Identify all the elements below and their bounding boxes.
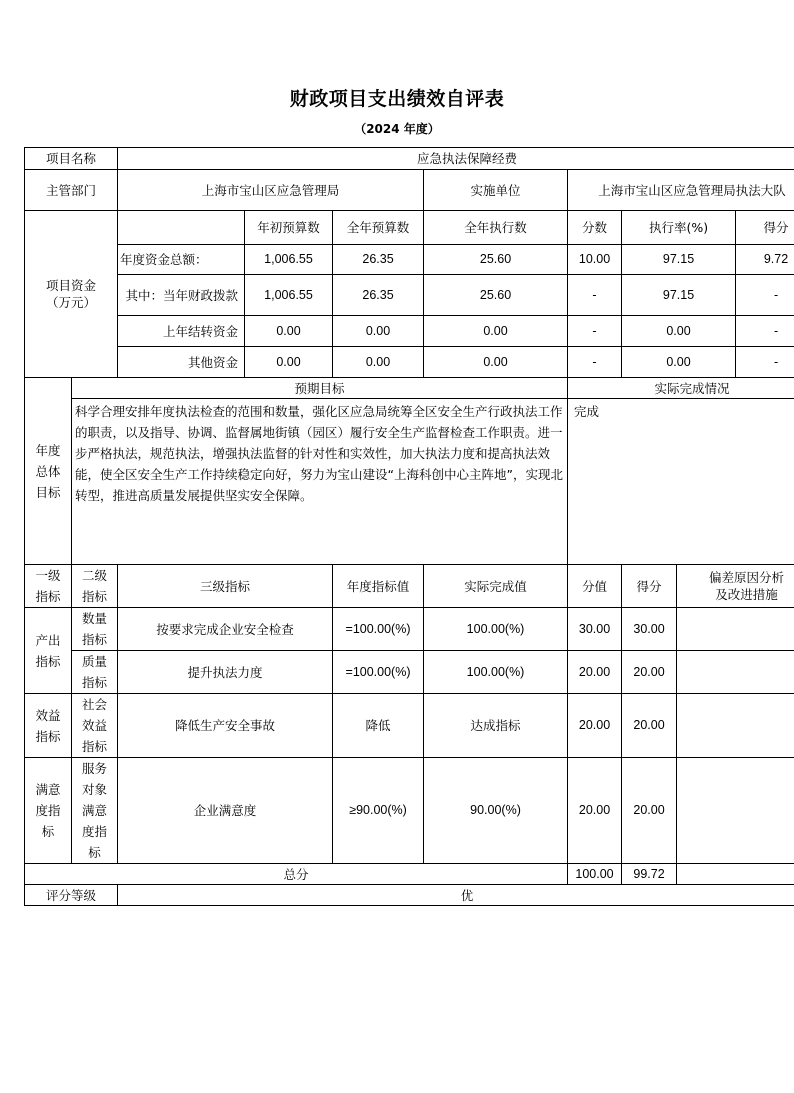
funds-row-rate: 97.15 — [622, 275, 736, 316]
indicator-target: ≥90.00(%) — [333, 758, 424, 864]
indicator-group-l1-text: 效益指标 — [35, 707, 61, 744]
indicator-l2-text: 服务对象满意度指标 — [81, 761, 107, 860]
indicator-weight: 20.00 — [568, 694, 622, 758]
indicator-weight: 30.00 — [568, 608, 622, 651]
indicator-l2 — [72, 758, 118, 864]
actual-goal-text: 完成 — [568, 399, 794, 565]
funds-row-label: 其他资金 — [118, 347, 245, 378]
document-subtitle: （2024 年度） — [354, 122, 440, 136]
document-title: 财政项目支出绩效自评表 — [289, 88, 505, 110]
indicator-l3: 降低生产安全事故 — [118, 694, 333, 758]
funds-header-initial: 年初预算数 — [245, 211, 333, 245]
indicator-group-l1 — [25, 608, 72, 694]
expected-goal-header: 预期目标 — [72, 378, 568, 399]
indicator-actual: 100.00(%) — [424, 608, 568, 651]
project-name-label: 项目名称 — [25, 148, 118, 170]
indicator-target: 降低 — [333, 694, 424, 758]
indicator-group-l1 — [25, 694, 72, 758]
indicator-l2-text: 社会效益指标 — [81, 697, 107, 754]
indicator-header-l3: 三级指标 — [118, 565, 333, 608]
funds-row-points: - — [736, 275, 794, 316]
dept-value: 上海市宝山区应急管理局 — [118, 170, 424, 211]
indicator-header-target: 年度指标值 — [333, 565, 424, 608]
funds-row-score: - — [568, 347, 622, 378]
indicator-actual: 90.00(%) — [424, 758, 568, 864]
indicator-header-weight: 分值 — [568, 565, 622, 608]
total-analysis — [677, 864, 794, 885]
funds-row-points: 9.72 — [736, 245, 794, 275]
indicator-target: =100.00(%) — [333, 608, 424, 651]
indicator-score: 20.00 — [622, 758, 677, 864]
indicator-weight: 20.00 — [568, 651, 622, 694]
indicator-header-analysis-line2: 及改进措施 — [715, 587, 778, 602]
funds-row-score: 10.00 — [568, 245, 622, 275]
indicator-analysis — [677, 608, 794, 651]
indicator-weight: 20.00 — [568, 758, 622, 864]
dept-label: 主管部门 — [25, 170, 118, 211]
funds-row-executed: 0.00 — [424, 347, 568, 378]
funds-row-initial: 1,006.55 — [245, 245, 333, 275]
funds-row-rate: 97.15 — [622, 245, 736, 275]
funds-row-label: 年度资金总额： — [118, 245, 245, 275]
indicator-l2-text: 数量指标 — [81, 611, 107, 647]
indicator-header-l2-text: 二级指标 — [81, 568, 107, 604]
indicator-l3: 按要求完成企业安全检查 — [118, 608, 333, 651]
indicator-l3: 企业满意度 — [118, 758, 333, 864]
indicator-group-l1-text: 满意度指标 — [35, 782, 61, 839]
rating-label: 评分等级 — [25, 885, 118, 906]
actual-goal-header: 实际完成情况 — [568, 378, 794, 399]
indicator-l3: 提升执法力度 — [118, 651, 333, 694]
funds-row-executed: 0.00 — [424, 316, 568, 347]
indicator-actual: 达成指标 — [424, 694, 568, 758]
indicator-header-l1-text: 一级指标 — [35, 568, 61, 604]
funds-label-line2: （万元） — [46, 295, 97, 310]
total-weight: 100.00 — [568, 864, 622, 885]
indicator-analysis — [677, 694, 794, 758]
impl-label: 实施单位 — [424, 170, 568, 211]
funds-header-blank — [118, 211, 245, 245]
indicator-score: 30.00 — [622, 608, 677, 651]
indicator-l2 — [72, 608, 118, 651]
funds-row-annual: 26.35 — [333, 245, 424, 275]
indicator-l2-text: 质量指标 — [81, 654, 107, 690]
expected-goal-text: 科学合理安排年度执法检查的范围和数量，强化区应急局统筹全区安全生产行政执法工作的职责，以及指导、协调、监督属地街镇（园区）履行安全生产监督检查工作职责。进一步严格执法，规范执法，增强执法监督的针对性和实效性，加大执法力度和提高执法效能，使全区安全生产工作持续稳定向好，努力为宝山建设“上海科创中心主阵地”，实现北转型，推进高质量发展提供坚实安全保障。 — [72, 399, 568, 565]
funds-row-annual: 26.35 — [333, 275, 424, 316]
performance-table — [24, 147, 794, 906]
funds-row-initial: 1,006.55 — [245, 275, 333, 316]
rating-value: 优 — [118, 885, 794, 906]
indicator-actual: 100.00(%) — [424, 651, 568, 694]
funds-header-points: 得分 — [736, 211, 794, 245]
indicator-l2 — [72, 651, 118, 694]
indicator-l2 — [72, 694, 118, 758]
funds-row-label: 其中：当年财政拨款 — [118, 275, 245, 316]
indicator-analysis — [677, 758, 794, 864]
indicator-header-analysis — [677, 565, 794, 608]
total-label: 总分 — [25, 864, 568, 885]
indicator-header-l1 — [25, 565, 72, 608]
indicator-score: 20.00 — [622, 694, 677, 758]
funds-row-initial: 0.00 — [245, 347, 333, 378]
indicator-header-analysis-line1: 偏差原因分析 — [709, 570, 785, 585]
funds-row-annual: 0.00 — [333, 316, 424, 347]
funds-label-line1: 项目资金 — [46, 278, 97, 293]
indicator-group-l1 — [25, 758, 72, 864]
indicator-header-score: 得分 — [622, 565, 677, 608]
funds-row-points: - — [736, 347, 794, 378]
funds-row-points: - — [736, 316, 794, 347]
funds-row-label: 上年结转资金 — [118, 316, 245, 347]
impl-value: 上海市宝山区应急管理局执法大队 — [568, 170, 794, 211]
project-name-value: 应急执法保障经费 — [118, 148, 794, 170]
funds-row-annual: 0.00 — [333, 347, 424, 378]
indicator-group-l1-text: 产出指标 — [35, 632, 61, 669]
funds-row-initial: 0.00 — [245, 316, 333, 347]
funds-header-rate: 执行率(%) — [622, 211, 736, 245]
goals-label — [25, 378, 72, 565]
indicator-score: 20.00 — [622, 651, 677, 694]
total-score: 99.72 — [622, 864, 677, 885]
funds-row-score: - — [568, 275, 622, 316]
goals-label-text: 年度总体目标 — [35, 442, 61, 500]
funds-row-executed: 25.60 — [424, 245, 568, 275]
funds-header-annual: 全年预算数 — [333, 211, 424, 245]
funds-row-rate: 0.00 — [622, 347, 736, 378]
indicator-target: =100.00(%) — [333, 651, 424, 694]
indicator-header-l2 — [72, 565, 118, 608]
indicator-analysis — [677, 651, 794, 694]
funds-row-score: - — [568, 316, 622, 347]
funds-row-executed: 25.60 — [424, 275, 568, 316]
funds-label — [25, 211, 118, 378]
funds-header-executed: 全年执行数 — [424, 211, 568, 245]
funds-header-score: 分数 — [568, 211, 622, 245]
funds-row-rate: 0.00 — [622, 316, 736, 347]
indicator-header-actual: 实际完成值 — [424, 565, 568, 608]
